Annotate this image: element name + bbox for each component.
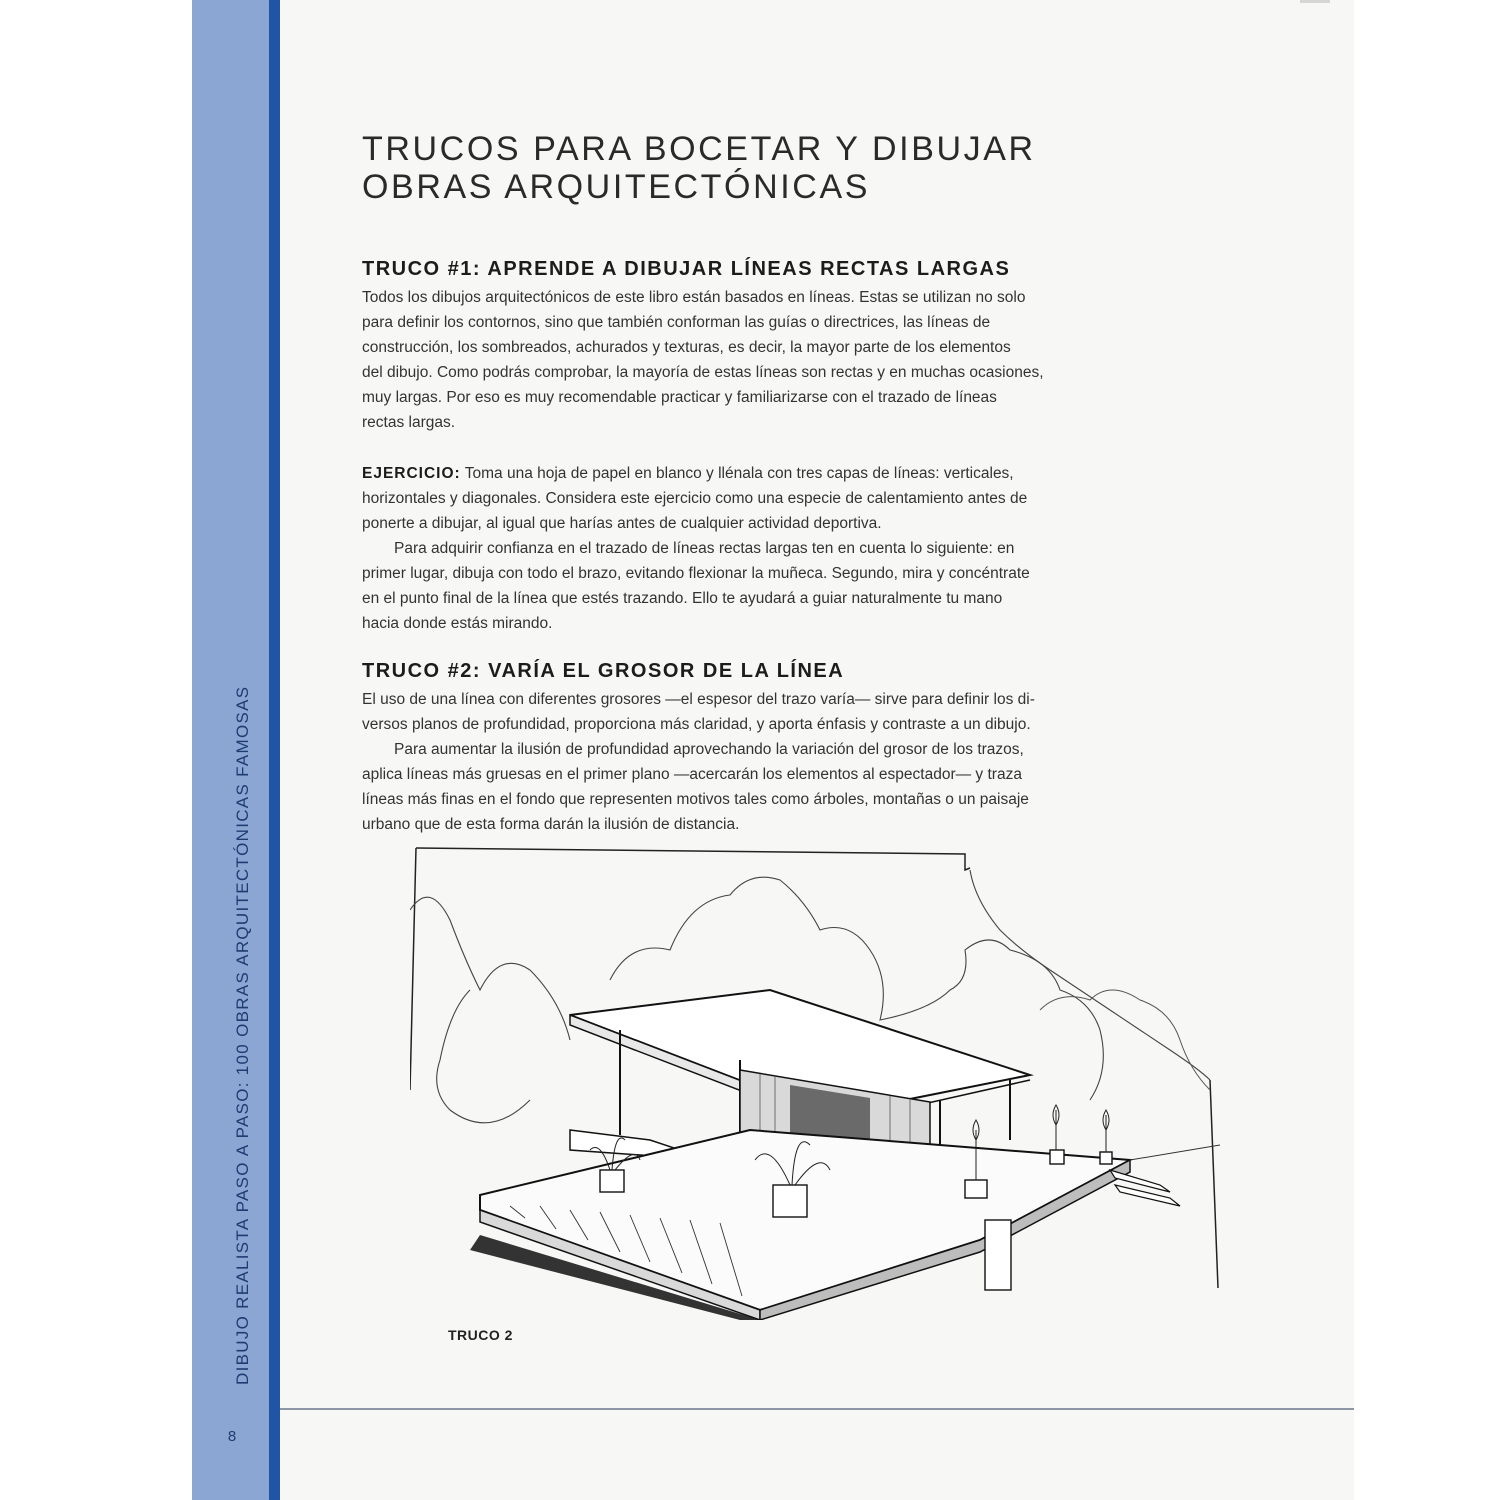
page-content xyxy=(362,130,1262,837)
background-trees xyxy=(410,897,570,1123)
section-2-body: El uso de una línea con diferentes grosores —el espesor del trazo varía— sirve para definir los di- versos planos de profundidad, proporciona más claridad, y aporta énfasis y contraste a un dibujo. xyxy=(362,691,1035,733)
architectural-sketch-illustration xyxy=(410,840,1230,1320)
figure-caption: TRUCO 2 xyxy=(448,1327,513,1343)
exercise-label: EJERCICIO: xyxy=(362,465,461,482)
section-1-paragraph-2: Para adquirir confianza en el trazado de líneas rectas largas ten en cuenta lo siguiente: en primer lugar, dibuja con todo el brazo, evitando flexionar la muñeca. Segundo, mira y concéntrate en el punto final de la línea que estés trazando. Ello te ayudará a guiar naturalmente tu mano hacia donde estás mirando. xyxy=(362,540,1030,632)
top-edge-mark xyxy=(1300,0,1330,3)
sidebar-accent-line xyxy=(269,0,280,1500)
page-title-line-1: TRUCOS PARA BOCETAR Y DIBUJAR xyxy=(362,130,1036,168)
exercise-paragraph xyxy=(362,461,1262,536)
section-1-heading: TRUCO #1: APRENDE A DIBUJAR LÍNEAS RECTAS LARGAS xyxy=(362,258,1011,280)
page-title xyxy=(362,130,1262,206)
section-2-heading: TRUCO #2: VARÍA EL GROSOR DE LA LÍNEA xyxy=(362,660,845,682)
section-1-body: Todos los dibujos arquitectónicos de este libro están basados en líneas. Estas se utilizan no solo para definir los contornos, sino que también conforman las guías o directrices, las líneas de construcción, los sombreados, achurados y texturas, es decir, la mayor parte de los elementos del dibujo. Como podrás comprobar, la mayoría de estas líneas son rectas y en muchas ocasiones, muy largas. Por eso es muy recomendable practicar y familiarizarse con el trazado de líneas rectas largas. xyxy=(362,289,1044,431)
exercise-text: Toma una hoja de papel en blanco y llénala con tres capas de líneas: verticales, horizontales y diagonales. Considera este ejercicio como una especie de calentamiento antes de ponerte a dibujar, al igual que harías antes de cualquier actividad deportiva. xyxy=(362,465,1028,532)
page-number: 8 xyxy=(227,1428,237,1445)
page-title-line-2: OBRAS ARQUITECTÓNICAS xyxy=(362,168,871,206)
footer-rule xyxy=(280,1408,1354,1410)
running-title: DIBUJO REALISTA PASO A PASO: 100 OBRAS ARQUITECTÓNICAS FAMOSAS xyxy=(233,685,252,1385)
section-2-paragraph-2: Para aumentar la ilusión de profundidad aprovechando la variación del grosor de los trazos, aplica líneas más gruesas en el primer plano —acercarán los elementos al espectador— y traza líneas más finas en el fondo que representen motivos tales como árboles, montañas o un paisaje urbano que de esta forma darán la ilusión de distancia. xyxy=(362,741,1029,833)
sidebar-band xyxy=(192,0,269,1500)
sketch-frame xyxy=(416,848,970,870)
